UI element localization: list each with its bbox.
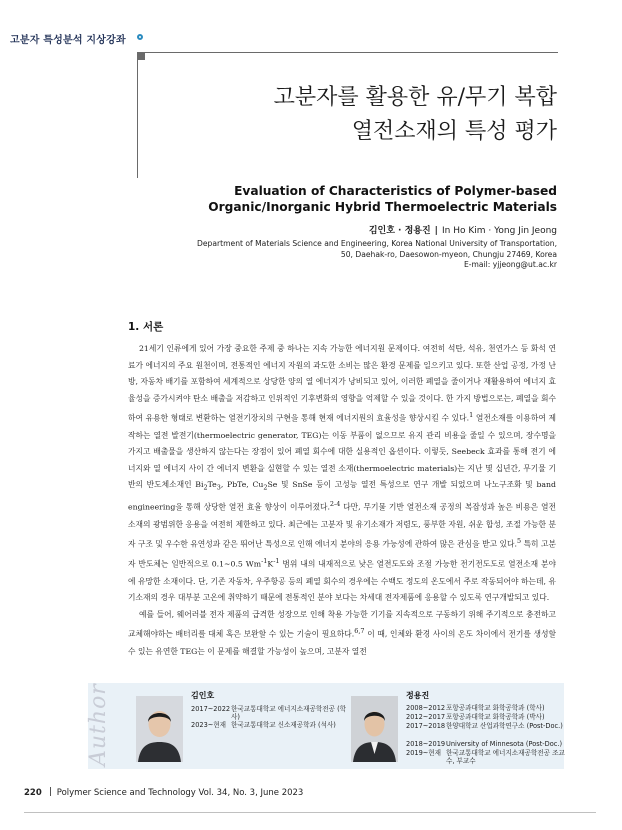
author-side-text: Author — [86, 683, 111, 766]
paragraph-1 — [128, 341, 556, 607]
text-run: 열전소재를 이용하여 제작하는 열전 발전기(thermoelectric generator, TEG)는 이동 부품이 없으므로 유지 관리 비용을 줄일 수 있으며, 장수명을 가지고 배출물을 생산하지 않는다는 장점이 있어 폐열 회수에 대한 실용적인 옵션이다. 이렇듯, Seebeck 효과를 통해 전기 에너지와 열 에너지 사이 간 에너지 변환을 실현할 수 있는 열전 소재(thermoelectric materials)는 지난 몇 십년간, 무기물 기반의 반도체소재인 Bi — [128, 413, 556, 490]
footer-divider — [50, 787, 51, 796]
title-korean — [157, 81, 557, 149]
author-side-label — [84, 683, 126, 770]
author-1-photo — [136, 696, 183, 762]
authors-korean: 김인호 · 정용진 — [368, 226, 431, 236]
superscript: -1 — [261, 557, 268, 566]
footer-rule — [24, 812, 596, 813]
text-run: 특히 고분자 반도체는 일반적으로 0.1~0.5 Wm — [128, 539, 556, 569]
paragraph-2 — [128, 607, 556, 660]
subscript: 2 — [203, 483, 208, 492]
text-run: 이 때, 인체와 환경 사이의 온도 차이에서 전기를 생성할 수 있는 유연한 TEG는 이 문제를 해결할 가능성이 높으며, 고분자 열전 — [128, 629, 556, 656]
portrait-icon — [136, 696, 183, 762]
reference-mark: 6,7 — [354, 627, 365, 636]
text-run: K — [267, 559, 274, 569]
title-english-line-2: Organic/Inorganic Hybrid Thermoelectric Materials — [208, 200, 557, 214]
subscript: 3 — [216, 483, 221, 492]
title-english-line-1: Evaluation of Characteristics of Polymer-based — [234, 184, 557, 198]
bio-year: 2017~2018 — [406, 722, 446, 730]
body-text — [128, 341, 556, 660]
bio-year: 2012~2017 — [406, 713, 446, 721]
bio-desc: 한국교통대학교 에너지소재공학전공 (학사) — [231, 705, 347, 722]
ring-icon — [137, 34, 143, 40]
bio-desc: 한양대학교 산업과학연구소 (Post-Doc.) — [446, 722, 563, 730]
reference-mark: 5 — [516, 537, 522, 546]
subscript: 2 — [263, 483, 268, 492]
bio-year: 2018~2019 — [406, 740, 446, 748]
bio-year: 2019~현재 — [406, 749, 442, 757]
authors-english: In Ho Kim · Yong Jin Jeong — [441, 226, 557, 236]
reference-mark: 2-4 — [329, 500, 341, 509]
section-heading: 1. 서론 — [128, 321, 164, 333]
superscript: -1 — [273, 557, 280, 566]
author-line — [369, 223, 557, 236]
bio-desc: 한국교통대학교 신소재공학과 (석사) — [231, 721, 336, 729]
text-run: 예를 들어, 웨어러블 전자 제품의 급격한 성장으로 인해 착용 가능한 기기를 지속적으로 구동하기 위해 주기적으로 충전하고 교체해야하는 배터리를 대체 혹은 보완할 수 있는 기술이 필요하다. — [128, 609, 556, 639]
authors-separator: | — [434, 226, 438, 236]
title-korean-line-1: 고분자를 활용한 유/무기 복합 — [273, 85, 557, 110]
bio-desc: 한국교통대학교 에너지소재공학전공 조교수, 부교수 — [446, 749, 565, 766]
portrait-icon — [351, 696, 398, 762]
author-1-name: 김인호 — [191, 691, 215, 700]
page-footer — [24, 787, 303, 798]
title-english — [137, 183, 557, 215]
text-run: Te — [207, 480, 217, 490]
reference-mark: 1 — [469, 411, 474, 420]
page-number: 220 — [24, 788, 42, 798]
text-run: 21세기 인류에게 있어 가장 중요한 주제 중 하나는 지속 가능한 에너지원 문제이다. 여전히 석탄, 석유, 천연가스 등 화석 연료가 에너지의 주요 원천이며, 전통적인 에너지 자원의 과도한 소비는 많은 환경 문제를 일으키고 있다. 또한 산업 공정, 가정 난방, 자동차 배기를 포함하여 세계적으로 상당한 양의 열 에너지가 낭비되고 있어, 이러한 폐열을 줄이거나 재활용하여 에너지 효율성을 증가시켜야 탄소 배출을 저감하고 인위적인 기후변화의 영향을 억제할 수 있을 것이다. 한 가지 방법으로는, 폐열을 회수하여 유용한 형태로 변환하는 열전기장치의 구현을 통해 현재 에너지원의 효율성을 향상시킬 수 있다. — [128, 344, 556, 423]
journal-citation: Polymer Science and Technology Vol. 34, No. 3, June 2023 — [56, 788, 304, 798]
bio-desc: University of Minnesota (Post-Doc.) — [446, 740, 563, 748]
text-run: Se 및 SnSe 등이 고성능 열전 특성으로 연구 개발 되었으며 나노구조화 및 band engineering을 통해 상당한 열전 효율 향상이 이루어졌다. — [128, 480, 557, 513]
text-run: 다만, 무기물 기반 열전소재 공정의 복잡성과 높은 비용은 열전 소재의 광범위한 응용을 여전히 제한하고 있다. 최근에는 고분자 및 유기소재가 저렴도, 풍부한 자원, 쉬운 합성, 조절 가능한 분자 구조 및 우수한 유연성과 같은 뛰어난 특성으로 인해 에너지 분야의 응용 가능성에 관하여 많은 관심을 받고 있다. — [128, 503, 556, 549]
bio-year: 2017~2022 — [191, 705, 231, 713]
title-korean-line-2: 열전소재의 특성 평가 — [351, 119, 557, 144]
author-2-photo — [351, 696, 398, 762]
bio-year: 2008~2012 — [406, 704, 446, 712]
bio-year: 2023~현재 — [191, 721, 227, 729]
series-label: 고분자 특성분석 지상강좌 — [10, 35, 126, 46]
affiliation-line-2: 50, Daehak-ro, Daesowon-myeon, Chungju 27469, Korea — [340, 249, 557, 259]
affiliation-line-1: Department of Materials Science and Engineering, Korea National University of Transportation, — [197, 239, 557, 248]
text-run: 범위 내의 내재적으로 낮은 열전도도와 조절 가능한 전기전도도로 열전소재 분야에 유망한 소재이다. 단, 기존 자동차, 우주항공 등의 폐열 회수의 경우에는 수백도 정도의 온도에서 주로 작동되어야 하는데, 유기소재의 경우 대부분 고온에 취약하기 때문에 전통적인 분야 보다는 차세대 전자제품에 응용할 수 있도록 연구개발되고 있다. — [128, 559, 556, 603]
bio-desc: 포항공과대학교 화학공학과 (박사) — [446, 713, 545, 721]
text-run: , PbTe, Cu — [220, 480, 264, 490]
affiliation — [127, 239, 557, 271]
author-2-name: 정용진 — [406, 691, 430, 700]
bio-desc: 포항공과대학교 화학공학과 (학사) — [446, 704, 545, 712]
affiliation-email: E-mail: yjjeong@ut.ac.kr — [463, 260, 557, 269]
